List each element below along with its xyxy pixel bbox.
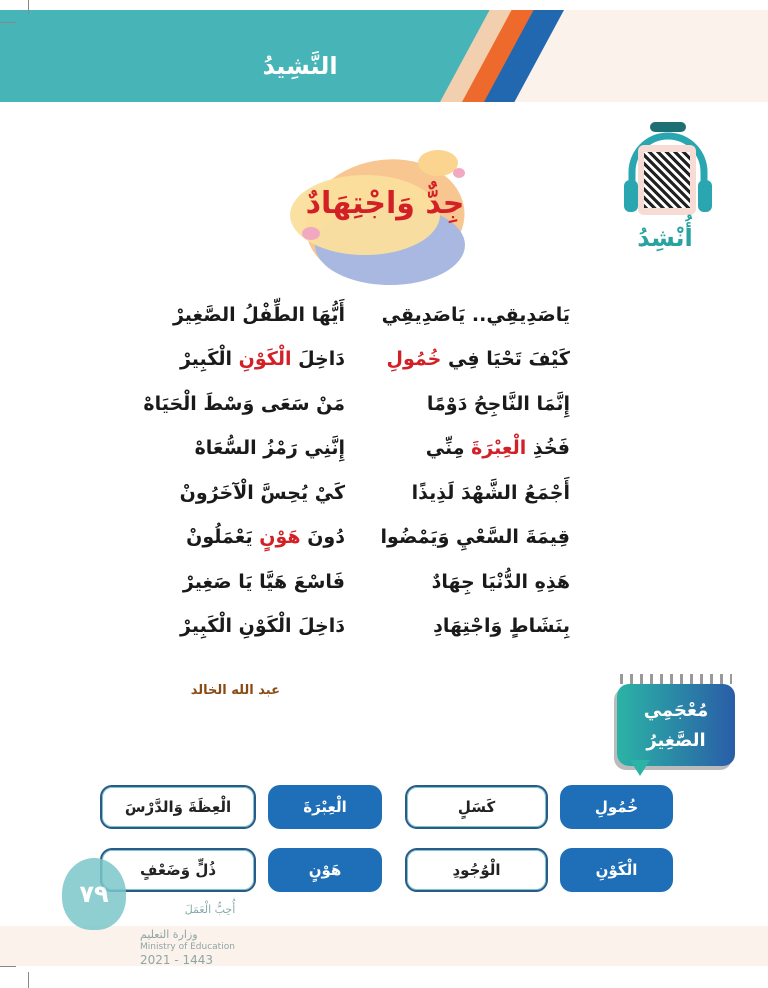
footer-band xyxy=(0,926,768,966)
page-number: ٧٩ xyxy=(62,858,126,930)
poem-text: مَنْ سَعَى وَسْطَ الْحَيَاهْ xyxy=(143,393,345,415)
poem-line-second-hemistich xyxy=(130,615,345,637)
poem-text: إِنَّمَا النَّاجِحُ دَوْمًا xyxy=(426,393,570,415)
meaning-pill: ذُلٍّ وَضَعْفٍ xyxy=(100,848,256,892)
poem-text: دَاخِلَ الْكَوْنِ الْكَبِيرْ xyxy=(180,615,345,637)
dictionary-title: مُعْجَمِي الصَّغِيرُ xyxy=(643,700,709,751)
poem-text: فَخُذِ xyxy=(526,437,570,459)
poem-line-first-hemistich xyxy=(355,437,570,459)
meaning-pill: الْعِظَةَ وَالدَّرْسَ xyxy=(100,785,256,829)
poem-line-first-hemistich xyxy=(355,348,570,370)
meaning-pill: كَسَلٍ xyxy=(405,785,548,829)
crop-mark xyxy=(0,966,16,967)
section-title: النَّشِيدُ xyxy=(262,52,338,80)
dictionary-badge-tail xyxy=(630,760,650,776)
word-pill: هَوْنٍ xyxy=(268,848,382,892)
poem-text: إِنَّنِي رَمْزُ السُّعَاهْ xyxy=(194,437,345,459)
poem-text: هَذِهِ الدُّنْيَا جِهَادٌ xyxy=(431,571,570,593)
poem-line-second-hemistich xyxy=(130,482,345,504)
poem-author: عبد الله الخالد xyxy=(190,683,280,698)
watermark-arabic: وزارة التعليم xyxy=(140,928,198,941)
decor-dot xyxy=(453,168,465,178)
title-blob xyxy=(418,150,458,176)
poem-line-second-hemistich xyxy=(130,304,345,326)
poem-line-first-hemistich xyxy=(355,526,570,548)
poem-line-first-hemistich xyxy=(355,482,570,504)
crop-mark xyxy=(28,972,29,988)
watermark-english: Ministry of Education xyxy=(140,942,235,952)
poem-line-first-hemistich xyxy=(355,304,570,326)
highlighted-word: الْكَوْنِ xyxy=(238,348,292,370)
crop-mark xyxy=(0,22,16,23)
poem-line-second-hemistich xyxy=(130,348,345,370)
poem-text: مِنِّي xyxy=(425,437,472,459)
poem-text: أَيُّهَا الطِّفْلُ الصَّغِيرْ xyxy=(172,304,345,326)
highlighted-word: خُمُولِ xyxy=(386,348,442,370)
poem-text: الْكَبِيرْ xyxy=(179,348,239,370)
poem-line-first-hemistich xyxy=(355,571,570,593)
decor-dot xyxy=(302,227,320,240)
highlighted-word: هَوْنٍ xyxy=(259,526,301,548)
meaning-pill: الْوُجُودِ xyxy=(405,848,548,892)
recite-label: أُنْشِدُ xyxy=(637,224,693,252)
crop-mark xyxy=(28,0,29,14)
poem-text: كَيْفَ تَحْيَا فِي xyxy=(441,348,570,370)
word-pill: الْكَوْنِ xyxy=(560,848,673,892)
poem-text: فَاسْعَ هَيَّا يَا صَغِيرْ xyxy=(182,571,345,593)
poem-text: أَجْمَعُ الشَّهْدَ لَذِيذًا xyxy=(411,482,570,504)
poem-line-second-hemistich xyxy=(130,571,345,593)
word-pill: الْعِبْرَةَ xyxy=(268,785,382,829)
poem-text: كَيْ يُحِسَّ الْآخَرُونْ xyxy=(179,482,345,504)
poem-line-second-hemistich xyxy=(130,393,345,415)
poem-text: يَعْمَلُونْ xyxy=(186,526,260,548)
notepad-rings xyxy=(620,674,732,684)
poem-text: دُونَ xyxy=(300,526,345,548)
watermark-year: 2021 - 1443 xyxy=(140,953,214,967)
word-pill: خُمُولِ xyxy=(560,785,673,829)
footer-slogan: أُحِبُّ الْعَمَلَ xyxy=(184,903,236,916)
poem-text: دَاخِلَ xyxy=(291,348,345,370)
poem-line-second-hemistich xyxy=(130,526,345,548)
poem-line-second-hemistich xyxy=(130,437,345,459)
qr-code-icon[interactable] xyxy=(644,152,690,208)
poem-line-first-hemistich xyxy=(355,393,570,415)
poem-text: قِيمَةَ السَّعْيِ وَيَمْضُوا xyxy=(380,526,570,548)
poem-text: بِنَشَاطٍ وَاجْتِهَادِ xyxy=(433,615,570,637)
highlighted-word: الْعِبْرَةَ xyxy=(471,437,527,459)
poem-title: جِدٌّ وَاجْتِهَادٌ xyxy=(305,186,465,221)
poem-line-first-hemistich xyxy=(355,615,570,637)
poem-text: يَاصَدِيقِي.. يَاصَدِيقِي xyxy=(381,304,570,326)
